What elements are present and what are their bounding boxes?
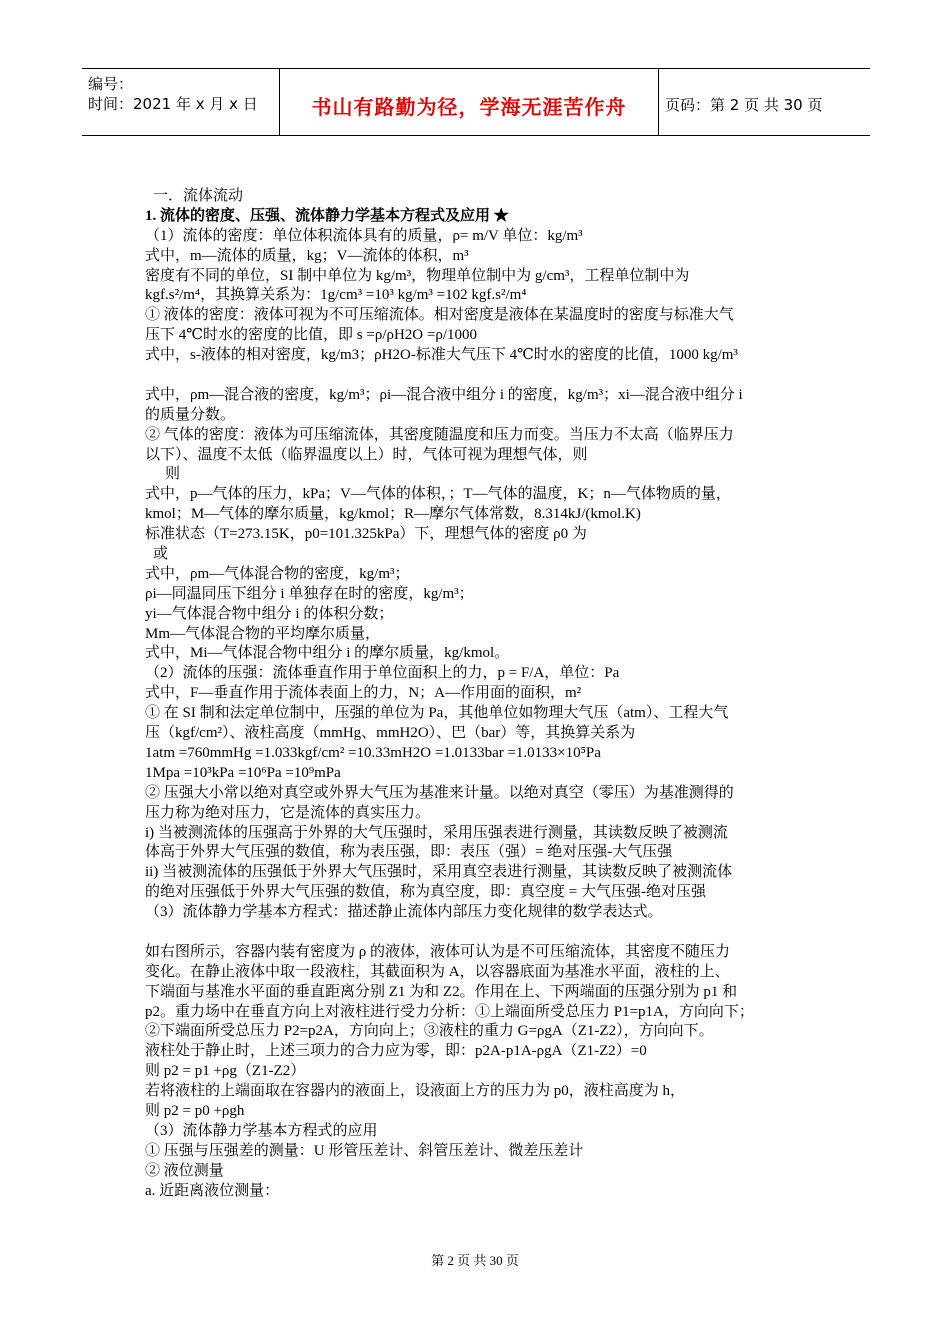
header-meta-cell <box>82 69 280 135</box>
header-page-number: 页码：第 2 页 共 30 页 <box>665 96 823 114</box>
page-header <box>82 68 870 136</box>
text-line: （2）流体的压强：流体垂直作用于单位面积上的力，p = F/A，单位：Pa <box>145 665 620 682</box>
text-line: 式中，ρm—混合液的密度，kg/m³；ρi—混合液中组分 i 的密度，kg/m³；xi—混合液中组分 i <box>145 386 743 403</box>
text-line: 则 p2 = p0 +ρgh <box>145 1102 245 1119</box>
text-line: 式中，ρm—气体混合物的密度，kg/m³； <box>145 565 410 582</box>
text-line: Mm—气体混合物的平均摩尔质量， <box>145 625 381 642</box>
header-motto-cell <box>280 69 659 135</box>
text-line: ii) 当被测流体的压强低于外界大气压强时，采用真空表进行测量，其读数反映了被测流体 <box>145 864 733 881</box>
text-line: 式中，s-液体的相对密度，kg/m3；ρH2O-标准大气压下 4℃时水的密度的比值，1000 kg/m³ <box>145 347 738 364</box>
text-line: 式中，Mi—气体混合物中组分 i 的摩尔质量，kg/kmol。 <box>145 645 510 662</box>
header-motto: 书山有路勤为径，学海无涯苦作舟 <box>311 95 627 119</box>
section-title: 一．流体流动 <box>153 188 244 204</box>
text-line: 1atm =760mmHg =1.033kgf/cm² =10.33mH2O =1.0133bar =1.0133×10⁵Pa <box>145 744 601 761</box>
text-line: 式中，m—流体的质量，kg；V—流体的体积，m³ <box>145 247 469 264</box>
document-body <box>145 187 813 1201</box>
text-line: 式中，F—垂直作用于流体表面上的力，N；A—作用面的面积，m² <box>145 685 582 702</box>
text-line: 的绝对压强低于外界大气压强的数值，称为真空度，即：真空度 = 大气压强-绝对压强 <box>145 884 706 901</box>
text-line: 则 <box>165 466 181 483</box>
text-line: 1Mpa =10³kPa =10⁶Pa =10⁹mPa <box>145 764 341 781</box>
blank-line <box>145 923 813 943</box>
subsection-heading: 1. 流体的密度、压强、流体静力学基本方程式及应用 ★ <box>145 207 509 224</box>
text-line: （1）流体的密度：单位体积流体具有的质量，ρ= m/V 单位：kg/m³ <box>145 227 583 244</box>
text-line: 以下）、温度不太低（临界温度以上）时，气体可视为理想气体，则 <box>145 446 588 463</box>
text-line: 密度有不同的单位，SI 制中单位为 kg/m³，物理单位制中为 g/cm³，工程单位制中为 <box>145 267 690 284</box>
text-line: yi—气体混合物中组分 i 的体积分数； <box>145 605 394 622</box>
document-number: 编号： <box>88 75 134 93</box>
text-line: ② 液位测量 <box>145 1162 224 1179</box>
text-line: ρi—同温同压下组分 i 单独存在时的密度，kg/m³； <box>145 585 474 602</box>
text-line: 压力称为绝对压力，它是流体的真实压力。 <box>145 804 431 821</box>
blank-line <box>145 366 813 386</box>
text-line: 压下 4℃时水的密度的比值，即 s =ρ/ρH2O =ρ/1000 <box>145 327 477 344</box>
text-line: kmol；M—气体的摩尔质量，kg/kmol；R—摩尔气体常数，8.314kJ/(kmol.K) <box>145 506 641 523</box>
text-line: 则 p2 = p1 +ρg（Z1-Z2） <box>145 1063 306 1080</box>
text-line: ② 压强大小常以绝对真空或外界大气压为基准来计量。以绝对真空（零压）为基准测得的 <box>145 784 734 801</box>
text-line: 压（kgf/cm²）、液柱高度（mmHg、mmH2O）、巴（bar）等，其换算关系为 <box>145 725 636 742</box>
text-line: 体高于外界大气压强的数值，称为表压强，即：表压（强）= 绝对压强-大气压强 <box>145 844 673 861</box>
text-line: （3）流体静力学基本方程式：描述静止流体内部压力变化规律的数学表达式。 <box>145 904 663 921</box>
text-line: 式中，p—气体的压力，kPa；V—气体的体积，；T—气体的温度，K；n—气体物质的量， <box>145 486 731 503</box>
text-line: ① 在 SI 制和法定单位制中，压强的单位为 Pa，其他单位如物理大气压（atm）、工程大气 <box>145 705 729 722</box>
text-line: kgf.s²/m⁴，其换算关系为：1g/cm³ =10³ kg/m³ =102 kgf.s²/m⁴ <box>145 287 527 304</box>
text-line: （3）流体静力学基本方程式的应用 <box>145 1122 378 1139</box>
text-line: p2。重力场中在垂直方向上对液柱进行受力分析：①上端面所受总压力 P1=p1A，方向向下； <box>145 1003 754 1020</box>
text-line: i) 当被测流体的压强高于外界的大气压强时，采用压强表进行测量，其读数反映了被测流 <box>145 824 728 841</box>
text-line: 标准状态（T=273.15K，p0=101.325kPa）下，理想气体的密度 ρ0 为 <box>145 526 587 543</box>
document-date: 时间：2021 年 x 月 x 日 <box>88 95 258 113</box>
text-line: 液柱处于静止时，上述三项力的合力应为零，即：p2A-p1A-ρgA（Z1-Z2）=0 <box>145 1043 647 1060</box>
text-line: 或 <box>153 546 169 563</box>
text-line: 如右图所示，容器内装有密度为 ρ 的液体，液体可认为是不可压缩流体，其密度不随压力 <box>145 943 730 960</box>
header-page-cell <box>659 69 870 135</box>
text-line: a. 近距离液位测量： <box>145 1182 280 1199</box>
text-line: 若将液柱的上端面取在容器内的液面上，设液面上方的压力为 p0，液柱高度为 h， <box>145 1083 686 1100</box>
text-line: 下端面与基准水平面的垂直距离分别 Z1 为和 Z2。作用在上、下两端面的压强分别为 p1 和 <box>145 983 738 1000</box>
text-line: ② 气体的密度：液体为可压缩流体，其密度随温度和压力而变。当压力不太高（临界压力 <box>145 426 734 443</box>
text-line: 的质量分数。 <box>145 406 236 423</box>
text-line: ① 液体的密度：液体可视为不可压缩流体。相对密度是液体在某温度时的密度与标准大气 <box>145 307 734 324</box>
text-line: ②下端面所受总压力 P2=p2A，方向向上；③液柱的重力 G=ρgA（Z1-Z2），方向向下。 <box>145 1023 714 1040</box>
page-footer: 第 2 页 共 30 页 <box>431 1253 519 1268</box>
text-line: 变化。在静止液体中取一段液柱，其截面积为 A，以容器底面为基准水平面，液柱的上、 <box>145 963 730 980</box>
text-line: ① 压强与压强差的测量：U 形管压差计、斜管压差计、微差压差计 <box>145 1142 584 1159</box>
